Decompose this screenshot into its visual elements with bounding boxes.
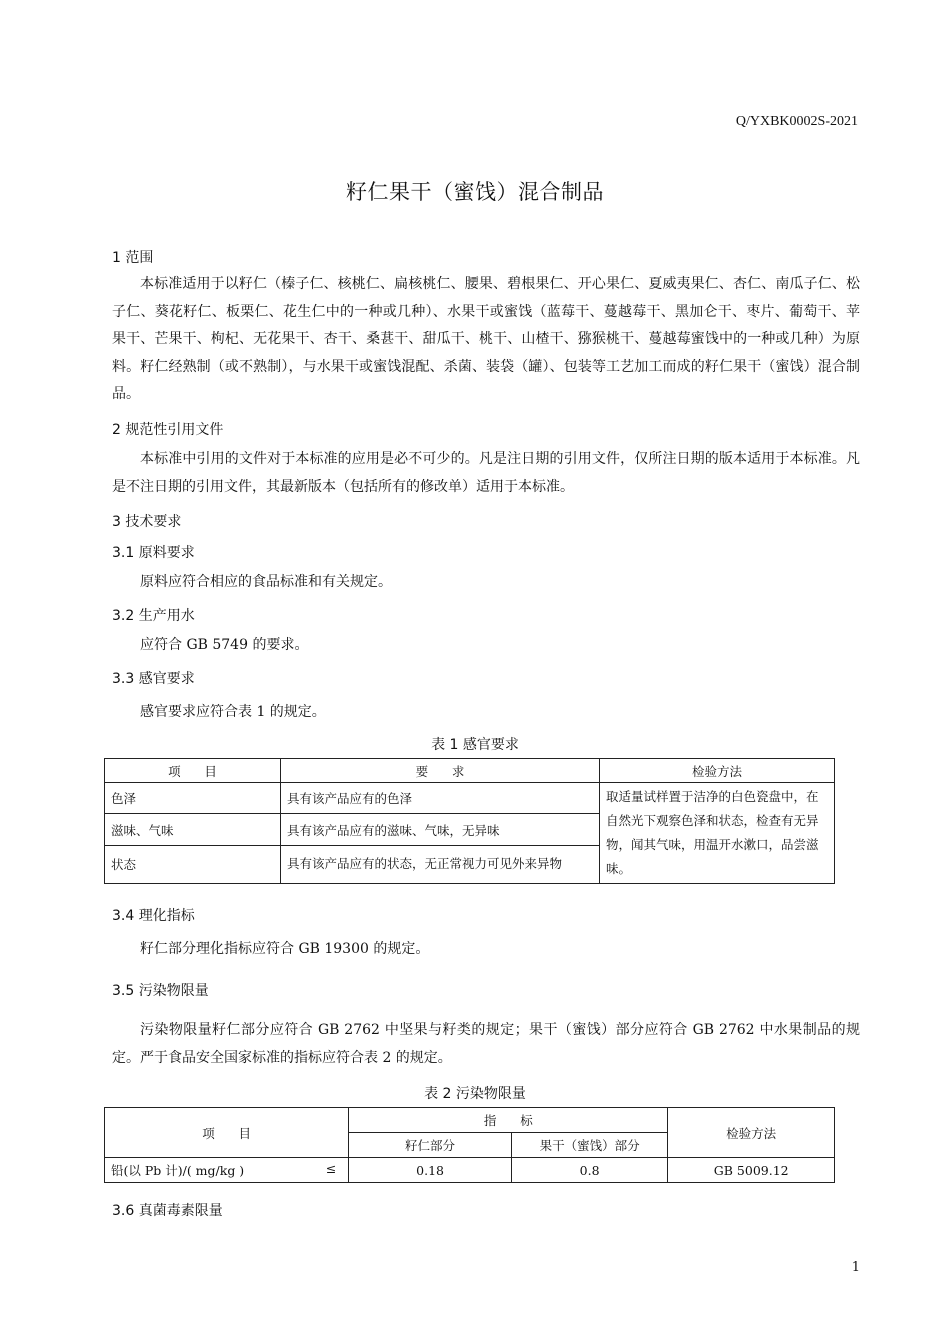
header-index: 指 标 [349, 1108, 668, 1133]
less-equal-symbol: ≤ [325, 1161, 337, 1176]
table-2-caption: 表 2 污染物限量 [424, 1086, 526, 1102]
section-2-heading: 2 规范性引用文件 [112, 422, 224, 438]
requirement-cell: 具有该产品应有的状态，无正常视力可见外来异物 [281, 845, 600, 883]
page-number: 1 [851, 1260, 860, 1275]
section-3-3-paragraph: 感官要求应符合表 1 的规定。 [140, 704, 326, 720]
item-cell [105, 1158, 349, 1183]
header-item: 项 目 [105, 1108, 349, 1158]
section-3-4-heading: 3.4 理化指标 [112, 908, 195, 924]
section-3-2-heading: 3.2 生产用水 [112, 608, 195, 624]
header-fruit-part: 果干（蜜饯）部分 [511, 1133, 668, 1158]
table-row [105, 1158, 835, 1183]
requirement-cell: 具有该产品应有的滋味、气味，无异味 [281, 814, 600, 845]
header-method: 检验方法 [668, 1108, 835, 1158]
seed-value-cell: 0.18 [349, 1158, 512, 1183]
sensory-requirements-table [104, 758, 835, 884]
section-3-6-heading: 3.6 真菌毒素限量 [112, 1203, 223, 1219]
header-requirement: 要 求 [281, 759, 600, 783]
section-3-3-heading: 3.3 感官要求 [112, 671, 195, 687]
section-3-1-heading: 3.1 原料要求 [112, 545, 195, 561]
section-1-heading: 1 范围 [112, 250, 154, 266]
item-label: 铅(以 Pb 计)/( mg/kg ) [111, 1163, 245, 1178]
item-cell: 滋味、气味 [105, 814, 281, 845]
standard-number: Q/YXBK0002S-2021 [735, 114, 858, 129]
section-3-heading: 3 技术要求 [112, 514, 182, 530]
section-3-1-paragraph: 原料应符合相应的食品标准和有关规定。 [140, 574, 392, 590]
table-header-row [105, 1108, 835, 1133]
header-method: 检验方法 [600, 759, 835, 783]
table-row [105, 783, 835, 814]
section-3-5-heading: 3.5 污染物限量 [112, 983, 209, 999]
table-header-row [105, 759, 835, 783]
section-3-5-paragraph: 污染物限量籽仁部分应符合 GB 2762 中坚果与籽类的规定；果干（蜜饯）部分应符合 GB 2762 中水果制品的规定。严于食品安全国家标准的指标应符合表 2 的规定。 [112, 1022, 860, 1066]
header-seed-part: 籽仁部分 [349, 1133, 512, 1158]
item-cell: 状态 [105, 845, 281, 883]
section-2-paragraph: 本标准中引用的文件对于本标准的应用是必不可少的。凡是注日期的引用文件，仅所注日期的版本适用于本标准。凡是不注日期的引用文件，其最新版本（包括所有的修改单）适用于本标准。 [112, 451, 860, 495]
table-1-caption: 表 1 感官要求 [431, 737, 519, 753]
item-cell: 色泽 [105, 783, 281, 814]
section-3-2-paragraph: 应符合 GB 5749 的要求。 [140, 637, 309, 653]
header-item: 项 目 [105, 759, 281, 783]
requirement-cell: 具有该产品应有的色泽 [281, 783, 600, 814]
section-1-paragraph: 本标准适用于以籽仁（榛子仁、核桃仁、扁核桃仁、腰果、碧根果仁、开心果仁、夏威夷果仁、杏仁、南瓜子仁、松子仁、葵花籽仁、板栗仁、花生仁中的一种或几种）、水果干或蜜饯（蓝莓干、蔓越莓干、黑加仑干、枣片、葡萄干、苹果干、芒果干、枸杞、无花果干、杏干、桑葚干、甜瓜干、桃干、山楂干、猕猴桃干、蔓越莓蜜饯中的一种或几种）为原料。籽仁经熟制（或不熟制），与水果干或蜜饯混配、杀菌、装袋（罐）、包装等工艺加工而成的籽仁果干（蜜饯）混合制品。 [112, 276, 860, 402]
method-cell: 取适量试样置于洁净的白色瓷盘中，在自然光下观察色泽和状态，检查有无异物，闻其气味，用温开水漱口，品尝滋味。 [600, 783, 835, 884]
document-title: 籽仁果干（蜜饯）混合制品 [346, 180, 604, 204]
section-3-4-paragraph: 籽仁部分理化指标应符合 GB 19300 的规定。 [140, 941, 430, 957]
contaminant-limits-table [104, 1107, 835, 1183]
method-cell: GB 5009.12 [668, 1158, 835, 1183]
fruit-value-cell: 0.8 [511, 1158, 668, 1183]
